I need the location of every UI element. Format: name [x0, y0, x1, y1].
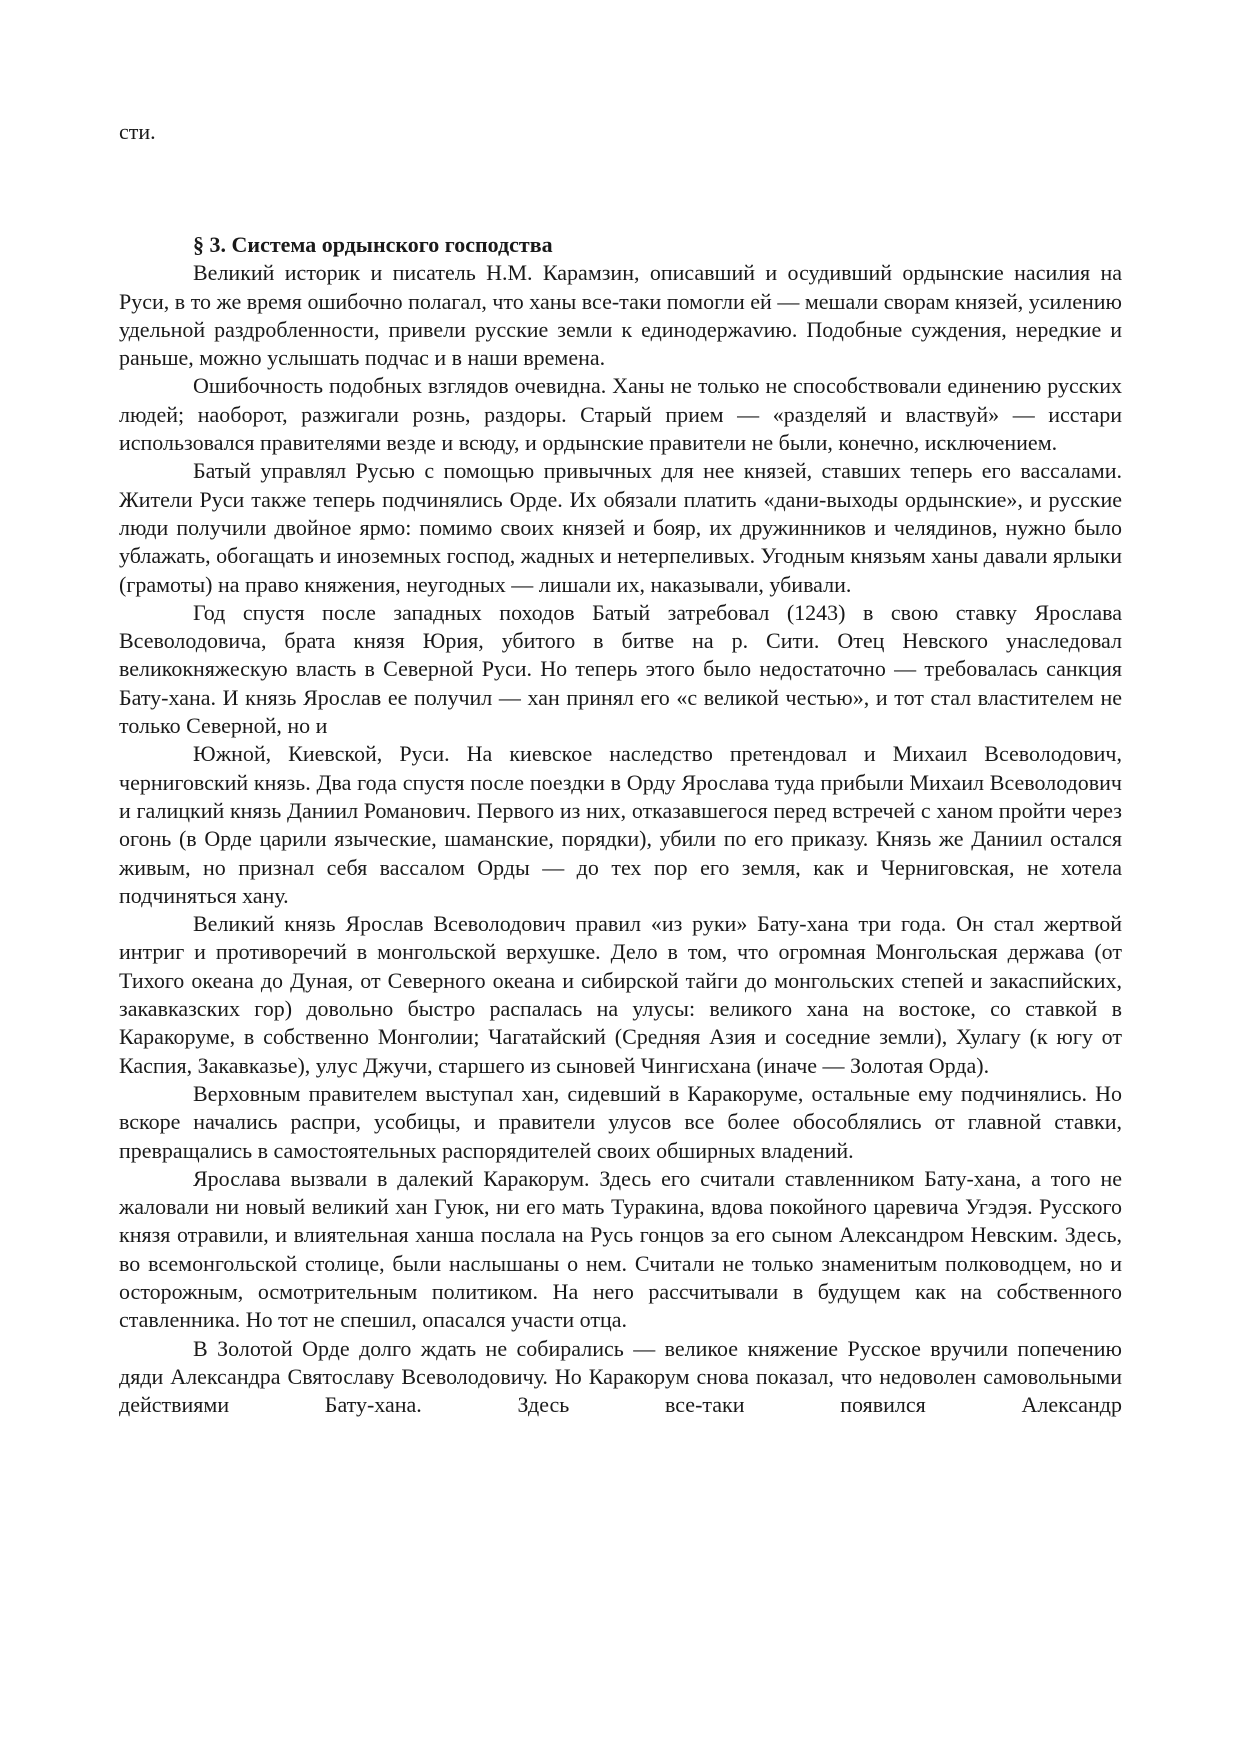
- paragraph-6: Великий князь Ярослав Всеволодович правил «из руки» Бату-хана три года. Он стал жертвой интриг и противоречий в монгольской верхушке. Дело в том, что огромная Монгольская держава (от Тихого океана до Дуная, от Северного океана и сибирской тайги до монгольских степей и закаспийских, закавказских гор) довольно быстро распалась на улусы: великого хана на востоке, со ставкой в Каракоруме, в собственно Монголии; Чагатайский (Средняя Азия и соседние земли), Хулагу (к югу от Каспия, Закавказье), улус Джучи, старшего из сыновей Чингисхана (иначе — Золотая Орда).: [119, 911, 1122, 1078]
- paragraph-9: В Золотой Орде долго ждать не собирались — великое княжение Русское вручили попечению дяди Александра Святославу Всеволодовичу. Но Каракорум снова показал, что недоволен самовольными действиями Бату-хана. Здесь все-таки появился Александр: [119, 1335, 1122, 1418]
- section-body: [119, 231, 1122, 1419]
- paragraph-1: Великий историк и писатель Н.М. Карамзин, описавший и осудивший ордынские насилия на Руси, в то же время ошибочно полагал, что ханы все-таки помогли ей — мешали сворам князей, усилению удельной раздробленности, привели русские земли к единодержаvию. Подобные суждения, нередкие и раньше, можно услышать подчас и в наши времена.: [119, 260, 1122, 371]
- paragraph-4: Год спустя после западных походов Батый затребовал (1243) в свою ставку Ярослава Всеволодовича, брата князя Юрия, убитого в битве на р. Сити. Отец Невского унаследовал великокняжескую власть в Северной Руси. Но теперь этого было недостаточно — требовалась санкция Бату-хана. И князь Ярослав ее получил — хан принял его «с великой честью», и тот стал властителем не только Северной, но и: [119, 599, 1122, 739]
- paragraph-2: Ошибочность подобных взглядов очевидна. Ханы не только не способствовали единению русских людей; наоборот, разжигали рознь, раздоры. Старый прием — «разделяй и властвуй» — исстари использовался правителями везде и всюду, и ордынские правители не были, конечно, исключением.: [119, 373, 1122, 456]
- section-heading: § 3. Система ордынского господства: [193, 232, 553, 257]
- paragraph-7: Верховным правителем выступал хан, сидевший в Каракоруме, остальные ему подчинялись. Но вскоре начались распри, усобицы, и правители улусов все более обособлялись от главной ставки, превращались в самостоятельных распорядителей своих обширных владений.: [119, 1080, 1122, 1163]
- paragraph-8: Ярослава вызвали в далекий Каракорум. Здесь его считали ставленником Бату-хана, а того не жаловали ни новый великий хан Гуюк, ни его мать Туракина, вдова покойного царевича Угэдэя. Русского князя отравили, и влиятельная ханша послала на Русь гонцов за его сыном Александром Невским. Здесь, во всемонгольской столице, были наслышаны о нем. Считали не только знаменитым полководцем, но и осторожным, осмотрительным политиком. На него рассчитывали в будущем как на собственного ставленника. Но тот не спешил, опасался участи отца.: [119, 1165, 1122, 1333]
- paragraph-5: Южной, Киевской, Руси. На киевское наследство претендовал и Михаил Всеволодович, черниговский князь. Два года спустя после поездки в Орду Ярослава туда прибыли Михаил Всеволодович и галицкий князь Даниил Романович. Первого из них, отказавшегося перед встречей с ханом пройти через огонь (в Орде царили языческие, шаманские, порядки), убили по его приказу. Князь же Даниил остался живым, но признал себя вассалом Орды — до тех пор его земля, как и Черниговская, не хотела подчиняться хану.: [119, 741, 1122, 908]
- carry-over-text: сти.: [119, 119, 156, 144]
- document-page: [119, 0, 1122, 1754]
- paragraph-3: Батый управлял Русью с помощью привычных для нее князей, ставших теперь его вассалами. Жители Руси также теперь подчинялись Орде. Их обязали платить «дани-выходы ордынские», и русские люди получили двойное ярмо: помимо своих князей и бояр, их дружинников и челядинов, нужно было ублажать, обогащать и иноземных господ, жадных и нетерпеливых. Угодным князьям ханы давали ярлыки (грамоты) на право княжения, неугодных — лишали их, наказывали, убивали.: [119, 458, 1122, 597]
